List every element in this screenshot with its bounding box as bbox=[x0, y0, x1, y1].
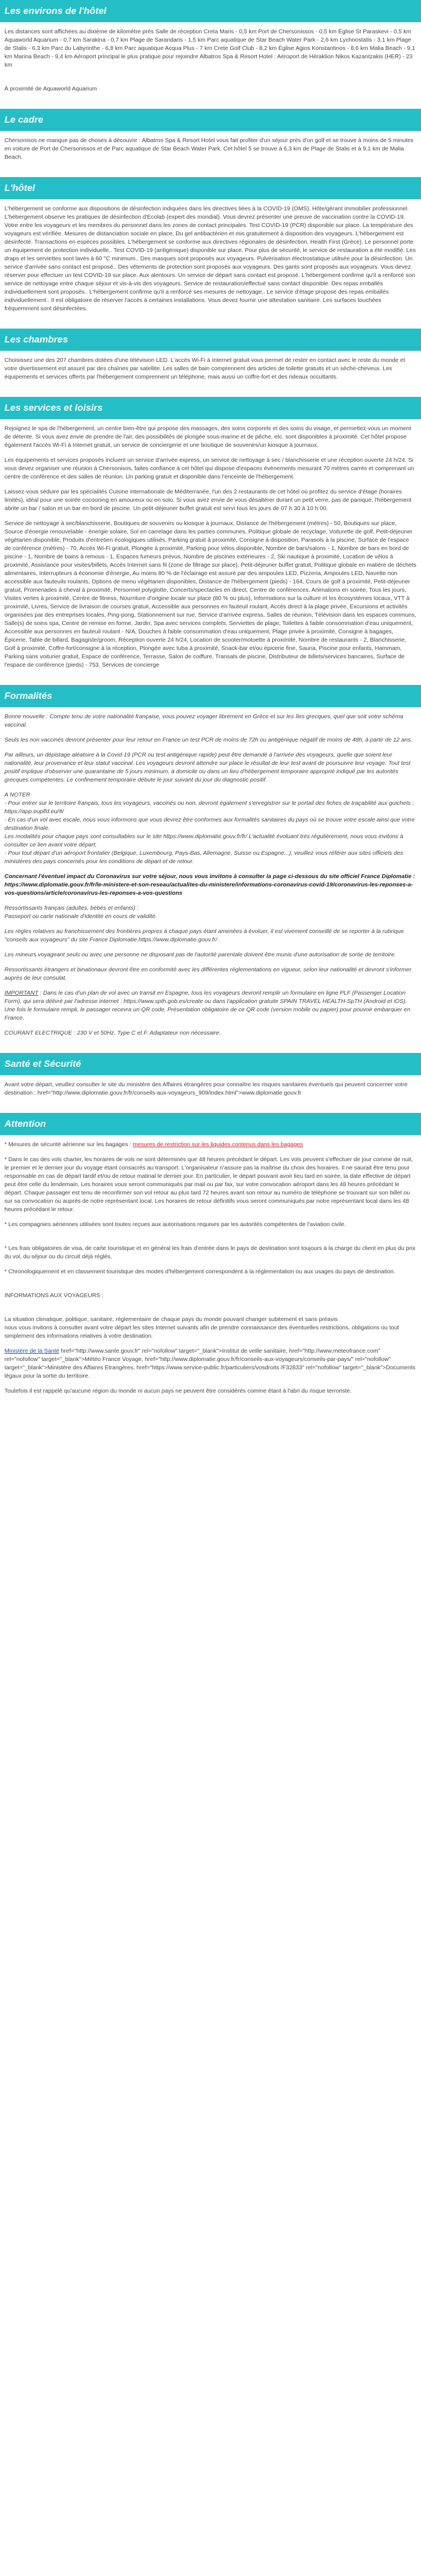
formalites-coronavirus bbox=[4, 873, 417, 898]
formalites-documents-title: Ressortissants français (adultes, bébés et enfants) : bbox=[4, 905, 139, 911]
attention-climate-a: La situation climatique, politique, sanitaire, réglementaire de chaque pays du monde pouvant changer subitement et sans préavis bbox=[4, 1316, 338, 1323]
formalites-documents bbox=[4, 904, 417, 921]
attention-baggage-link[interactable]: mesures de restriction sur les liquides contenus dans les bagages bbox=[133, 1141, 303, 1148]
section-title-cadre: Le cadre bbox=[0, 109, 421, 131]
formalites-important bbox=[4, 989, 417, 1022]
formalites-note-c: Les modalités pour chaque pays sont consultables sur le site https://www.diplomatie.gouv.fr/fr/ L'actualité évoluant très régulièrement, nous vous invitons à consulter ce lien avant votre départ. bbox=[4, 833, 403, 848]
formalites-important-label: IMPORTANT bbox=[4, 990, 38, 996]
section-hotel bbox=[0, 199, 421, 329]
formalites-note-d: - Pour tout départ d'un aéroport frontalier (Belgique, Luxembourg, Pays-Bas, Allemagne, Suisse ou Espagne...), veuillez vous référer aux sites officiels des ministères des pays concernés pour les conditions de départ et de retour. bbox=[4, 850, 403, 865]
section-environs bbox=[0, 22, 421, 109]
formalites-good-news: Bonne nouvelle : Compte tenu de votre nationalité française, vous pouvez voyager librement en Grèce et sur les îles grecques, quel que soit votre schéma vaccinal. bbox=[4, 713, 403, 728]
attention-ministry-link[interactable]: Ministère de la Santé bbox=[4, 1348, 59, 1354]
sante-text: Avant votre départ, veuillez consulter le site du ministère des Affaires étrangères pour connaître les risques sanitaires éventuels qui peuvent concerner votre destination : href="http://www.diplomatie.gouv.fr/fr/conseils-aux-voyageurs_909/index.html">www.diplomatie.gouv.fr bbox=[4, 1081, 408, 1096]
attention-climate bbox=[4, 1315, 417, 1340]
section-services bbox=[0, 419, 421, 685]
formalites-note-title: A NOTER bbox=[4, 792, 31, 798]
attention-classification: * Chronologiquement et en classement touristique des modes d'hébergement correspondent à la réglementation ou aux usages du pays de destination. bbox=[4, 1268, 395, 1275]
attention-airlines: * Les compagnies aériennes utilisées sont toutes reçues aux autorisations requises par les autorités compétentes de l'aviation civile. bbox=[4, 1221, 346, 1228]
environs-proximity: À proximité de Aquaworld Aquarium bbox=[4, 85, 97, 92]
section-title-sante: Santé et Sécurité bbox=[0, 1053, 421, 1075]
environs-distances: Les distances sont affichées au dixième de kilomètre près Salle de réception Creta Maris - 0,5 km Port de Chersonissos - 0,5 km Église St Paraskevi - 0,5 km Aquaworld Aquarium - 0,7 km Sarakina - 0,7 km Plage de Sarandaris - 1,5 km Parc aquatique de Star Beach Water Park - 2,6 km Lychnostatis - 3,1 km Plage de Stalis - 6,3 km Parc du Labyrinthe - 6,8 km Parc aquatique Acqua Plus - 7 km Crete Golf Club - 8,2 km Église Agios Konstantinos - 8,6 km Malia Beach - 9,1 km Marina Beach - 9,4 km Aéroport principal le plus pratique pour rejoindre Albatros Spa & Resort Hotel : Aéroport de Héraklion Nikos Kazantzakis (HER) - 23 km bbox=[4, 28, 415, 68]
attention-climate-b: nous vous invitons à consulter avant votre départ les sites Internet suivants afin de prendre connaissance des éventuelles restrictions, obligations ou tout simplement des informations relatives à votre destination. bbox=[4, 1324, 399, 1339]
attention-charter: * Dans le cas des vols charter, les horaires de vols ne sont déterminés que 48 heures précédant le départ. Les vols peuvent s'effectuer de jour comme de nuit, le premier et le dernier jour du voyage étant consacrés au transport. L'organisateur n'assure pas la maîtrise du choix des horaires. Il ne saurait être tenu pour responsable en cas de départ tardif et/ou de retour matinal le dernier jour. En particulier, le départ pouvant avoir lieu tard en soirée, la date effective de départ peut être celle du lendemain. Les horaires vous seront communiqués par mail ou par fax, sur votre convocation aéroport dans les 48 heures précédant le départ. Chaque passager est tenu de reconfirmer son vol retour au plus tard 72 heures avant son retour au numéro de téléphone se trouvant sur son billet ou sur sa convocation ou auprès de notre représentant local. Les horaires de retour définitifs vous seront communiqués par notre représentant local dans les 48 heures précédant le retour. bbox=[4, 1156, 413, 1213]
formalites-note-b: - En cas d'un vol avec escale, nous vous informons que vous devrez être conformes aux formalités sanitaires du pays où se trouve votre escale ainsi que votre destination finale. bbox=[4, 816, 415, 831]
section-title-formalites: Formalités bbox=[0, 685, 421, 707]
attention-fees: * Les frais obligatoires de visa, de carte touristique et en général les frais d'entrée dans le pays de destination sont toujours à la charge du client en plus du prix du vol, du séjour ou du circuit déjà réglés. bbox=[4, 1245, 415, 1260]
formalites-electricity: COURANT ELECTRIQUE : 230 V et 50Hz. Type C et F. Adaptateur non nécessaire. bbox=[4, 1030, 221, 1036]
formalites-unvaccinated: Seuls les non vaccinés devront présenter pour leur retour en France un test PCR de moins de 72h ou antigénique négatif de moins de 48h, à partir de 12 ans. bbox=[4, 737, 413, 743]
formalites-coronavirus-link[interactable]: https://www.diplomatie.gouv.fr/fr/le-ministere-et-son-reseau/actualites-du-ministere/informations-coronavirus-covid-19/coronavirus-les-reponses-a-vos-questions/article/coronavirus-les-reponses-a-vos-questions bbox=[4, 881, 413, 896]
attention-links bbox=[4, 1347, 417, 1380]
section-cadre bbox=[0, 131, 421, 177]
formalites-important-text: : Dans le cas d'un plan de vol avec un transit en Espagne, tous les voyageurs devront remplir un formulaire en ligne PLF (Passenger Location Form), qui sera délivré par l'adresse internet : https://www.spth.gob.es/create ou dans l'application gratuite SPAIN TRAVEL HEALTH-SpTH (Android et iOS). Une fois le formulaire rempli, le passager recevra un QR code. Présentation obligatoire de ce QR code (version mobile ou papier) pour pouvoir embarquer en France. bbox=[4, 990, 410, 1021]
attention-terrorism: Toutefois il est rappelé qu'aucune région du monde ni aucun pays ne peuvent être considérés comme étant à l'abri du risque terroriste. bbox=[4, 1388, 352, 1394]
attention-baggage-label: * Mesures de sécurité aérienne sur les bagages : bbox=[4, 1141, 133, 1148]
section-title-environs: Les environs de l'hôtel bbox=[0, 0, 421, 22]
section-title-services: Les services et loisirs bbox=[0, 397, 421, 419]
formalites-documents-passport: Passeport ou carte nationale d'identité en cours de validité. bbox=[4, 913, 157, 920]
section-title-attention: Attention bbox=[0, 1113, 421, 1135]
services-spa: Rejoignez le spa de l'hébergement, un centre bien-être qui propose des massages, des soins corporels et des soins du visage, et permettez-vous un moment de détente. Si vous avez envie de prendre de l'air, des possibilités de plongée sous-marine et de pêche, etc. sont disponibles à proximité. Cet hôtel propose également l'accès Wi-Fi à Internet gratuit, un service de conciergerie et une boutique de souvenirs/un kiosque à journaux. bbox=[4, 425, 412, 448]
chambres-text: Choisissez une des 207 chambres dotées d'une télévision LED. L'accès Wi-Fi à Internet gratuit vous permet de rester en contact avec le reste du monde et votre divertissement est assuré par des chaînes par satellite. Les salles de bain comprennent des articles de toilette gratuits et un sèche-cheveux. Les équipements et services offerts par l'hébergement comprennent un téléphone, mais aussi un coffre-fort et des rideaux occultants. bbox=[4, 357, 405, 380]
section-formalites bbox=[0, 707, 421, 1053]
hotel-text: L'hébergement se conforme aux dispositions de désinfection indiquées dans les directives liées à la COVID-19 (OMS). Hôte/gérant immobilier professionnel. L'hébergement observe les pratiques de désinfection d'Ecolab (expert des mondial). Vous devrez présenter une preuve de vaccination contre la COVID-19. Votre entre les voyageurs et les membres du personnel dans les zones de contact principales. Test COVID-19 (PCR) disponible sur place. La température des voyageurs est vérifiée. Mesures de distanciation sociale en place. Du gel antibactérien et mis gratuitement à disposition des voyageurs. L'hébergement est désinfecté. Transactions en espèces possibles. L'hébergement se conforme aux directives régionales de désinfection. Health First (Grèce). Le personnel porte un équipement de protection individuelle.. Test COVID-19 (antigénique) disponible sur place. Pour plus de sécurité, le service de restauration a été modifié. Les draps et les serviettes sont lavés à 60 °C minimum.. Des masques sont proposés aux voyageurs. Pulvérisation électrostatique utilisée pour la désinfection. Un service d'arrivée sans contact est proposé.. Des vêtements de protection sont proposés aux voyageurs. Des gants sont proposés aux voyageurs. Vous devez réserver pour effectuer un test COVID-19 sur place. Aux alentours. Un service de départ sans contact est proposé. L'hébergement confirme qu'il a renforcé son service de nettoyage entre chaque séjour et vis-à-vis des voyageurs. Service de restauration/effectué sans contact disponible. Des repas emballés individuellement sont proposés.. L'hébergement confirme qu'il a renforcé ses mesures de nettoyage.. Le service d'étage propose des repas emballés individuellement.. Il est obligatoire de réserver l'accès à certaines installations. Vous devez fournir une attestation sanitaire. Les surfaces touchées fréquemment sont désinfectées. bbox=[4, 205, 416, 312]
section-title-chambres: Les chambres bbox=[0, 329, 421, 351]
formalites-screening: Par ailleurs, un dépistage aléatoire à la Covid-19 (PCR ou test antigénique rapide) peut être demandé à l'arrivée des voyageurs, quelle que soient leur nationalité, leur provenance et leur statut vaccinal. Les voyageurs devront attendre sur place le résultat de leur test avant de poursuivre leur voyage. Tout test positif implique d'observer une quarantaine de 5 jours minimum, à domicile ou dans un lieu d'hébergement temporaire approprié indiqué par les autorités grecques compétentes. Le confinement temporaire débute le jour suivant du jour du diagnostic positif. bbox=[4, 752, 410, 783]
section-chambres bbox=[0, 351, 421, 397]
formalites-borders: Les règles relatives au franchissement des frontières propres à chaque pays étant amenées à évoluer, il est vivement conseillé de se reporter à la rubrique "conseils aux voyageurs" du site France Diplomatie.https://www.diplomatie.gouv.fr/ . bbox=[4, 928, 404, 943]
services-equipment: Les équipements et services proposés incluent un service d'arrivée express, un service de nettoyage à sec / blanchisserie et une réception ouverte 24 h/24. Si vous devez organiser une réunion à Chersonisos, faites confiance à cet hôtel qui dispose d'espaces événements mesurant 70 mètres carrés et comprenant un centre de conférence et des salles de réunion. Un parking gratuit et disponible dans l'enceinte de l'hébergement. bbox=[4, 457, 414, 480]
formalites-note bbox=[4, 791, 417, 866]
formalites-minors: Les mineurs voyageant seuls ou avec une personne ne disposant pas de l'autorité parentale doivent être munis d'une autorisation de sortie de territoire. bbox=[4, 951, 397, 958]
formalites-foreigners: Ressortissants étrangers et binationaux devront être en conformité avec les différentes réglementations en vigueur, selon leur nationalité et devront s'informer auprès de leur consulat. bbox=[4, 966, 412, 981]
services-amenities-list: Service de nettoyage à sec/blanchisserie, Boutiques de souvenirs ou kiosque à journaux, Distance de l'hébergement (mètres) - 50, Boutiques sur place, Source d'énergie renouvelable - énergie solaire, Sol en carrelage dans les parties communes, Politique globale de recyclage, Voiturette de golf, Petit-déjeuner végétarien disponible, Produits d'entretien écologiques utilisés, Parking gratuit à proximité, Consigne à disposition, Parasols à la piscine, Surface de l'espace de conférence (mètres) - 70, Accès Wi-Fi gratuit, Plongée à proximité, Parking pour vélos disponible, Nombre de bars/salons - 1, Nombre de bars en bord de piscine - 1, Nombre de bains à remous - 1, Espaces fumeurs prévus, Nombre de piscines extérieures - 2, Ski nautique à proximité, Location de vélos à proximité, Assistance pour visites/billets, Accès Internet sans fil (zone de filtrage sur place), Petit-déjeuner buffet gratuit, Politique globale en matière de déchets alimentaires, Interrupteurs à économie d'énergie, Au moins 80 % de l'éclairage est assuré par des ampoules LED, Pizzeria, Ampoules LED, Navette non accessible aux fauteuils roulants, Options de menu végétarien disponibles, Distance de l'hébergement (pieds) - 164, Cours de golf à proximité, Petit-déjeuner gratuit, Promenades à cheval à proximité, Personnel polyglotte, Concerts/spectacles en direct, Centre de conférences, Animations en soirée, Tous les jours, Visites vertes à proximité, Centre de fitness, Nourriture d'origine locale sur place (80 % ou plus), Informations sur la culture et les écosystèmes locaux, VTT à proximité, Livres, Service de livraison de courses gratuit, Accessible aux personnes en fauteuil roulant, Accès direct à la plage privée, Excursions et activités organisées par des entreprises locales, Ping-pong, Stationnement sur rue, Service d'arrivée express, Salles de réunion, Télévision dans les espaces communs, Salle(s) de soins spa, Centre de remise en forme, Jardin, Spa avec services complets, Serviettes de plage, Toilettes à faible consommation d'eau uniquement, Accessible aux personnes en fauteuil roulant - N/A, Douches à faible consommation d'eau uniquement, Plage privée à proximité, Consigne à bagages, Épicerie, Table de billard, Bagagiste/groom, Réception ouverte 24 h/24, Location de scooter/motoette à proximité, Nombre de restaurants - 2, Blanchisserie, Golf à proximité, Coffre-fort/consigne à la réception, Plongée avec tuba à proximité, Snack-bar et/ou épicerie fine, Sauna, Piscine pour enfants, Hammam, Parking sans voiturier gratuit, Espace de conférence, Terrasse, Salon de coiffure, Transats de piscine, Distributeur de billets/services bancaires, Surface de l'espace de conférence (pieds) - 753, Services de concierge bbox=[4, 520, 417, 668]
attention-info-title: INFORMATIONS AUX VOYAGEURS : bbox=[4, 1292, 104, 1299]
attention-baggage bbox=[4, 1141, 417, 1149]
formalites-note-a: - Pour entrer sur le territoire français, tous les voyageurs, vaccinés ou non, devront également s'enregistrer sur le portail des fiches de traçabilité aux guichets : https://app.euplfd.eu/#/ bbox=[4, 800, 414, 815]
services-restaurants: Laissez-vous séduire par les spécialités Cuisine internationale de Méditerranée, l'un des 2 restaurants de cet hôtel où profitez du service d'étage (horaires limités), idéal pour une soirée cocooning en amoureux ou en solo. Si vous avez envie de vous désaltérer durant un petit verre, pas de panique, l'hébergement abrite un bar / salon et un bar en bord de piscine. Un petit-déjeuner buffet gratuit est servi tous les jours de 07 h 30 à 10 h 00. bbox=[4, 488, 412, 512]
section-sante bbox=[0, 1075, 421, 1113]
attention-links-text: href="http://www.sante.gouv.fr" rel="nofollow" target="_blank">Institut de veille sanitaire, href="http://www.meteofrance.com" rel="nofollow" target="_blank">Météo France Voyage, href="http://www.diplomatie.gouv.fr/fr/conseils-aux-voyageurs/conseils-par-pays/" rel="nofollow" target="_blank">Ministère des Affaires Etrangères, href="https://www.service-public.fr/particuliers/vosdroits /F32833" rel="nofollow" target="_blank">Documents légaux pour la sortie du territoire. bbox=[4, 1348, 415, 1379]
section-title-hotel: L'hôtel bbox=[0, 177, 421, 199]
cadre-text: Chersonisos ne manque pas de choses à découvrir : Albatros Spa & Resort Hotel vous fait profiter d'un séjour près d'un golf et se trouve à moins de 5 minutes en voiture de Port de Chersonissos et de Parc aquatique de Star Beach Water Park. Cet hôtel 5 se trouve à 6,3 km de Plage de Stalis et à 9,1 km de Malia Beach. bbox=[4, 137, 414, 160]
formalites-coronavirus-title: Concernant l'éventuel impact du Coronavirus sur votre séjour, nous vous invitons à consulter la page ci-dessous du site officiel France Diplomatie : bbox=[4, 873, 415, 880]
section-attention bbox=[0, 1135, 421, 1411]
